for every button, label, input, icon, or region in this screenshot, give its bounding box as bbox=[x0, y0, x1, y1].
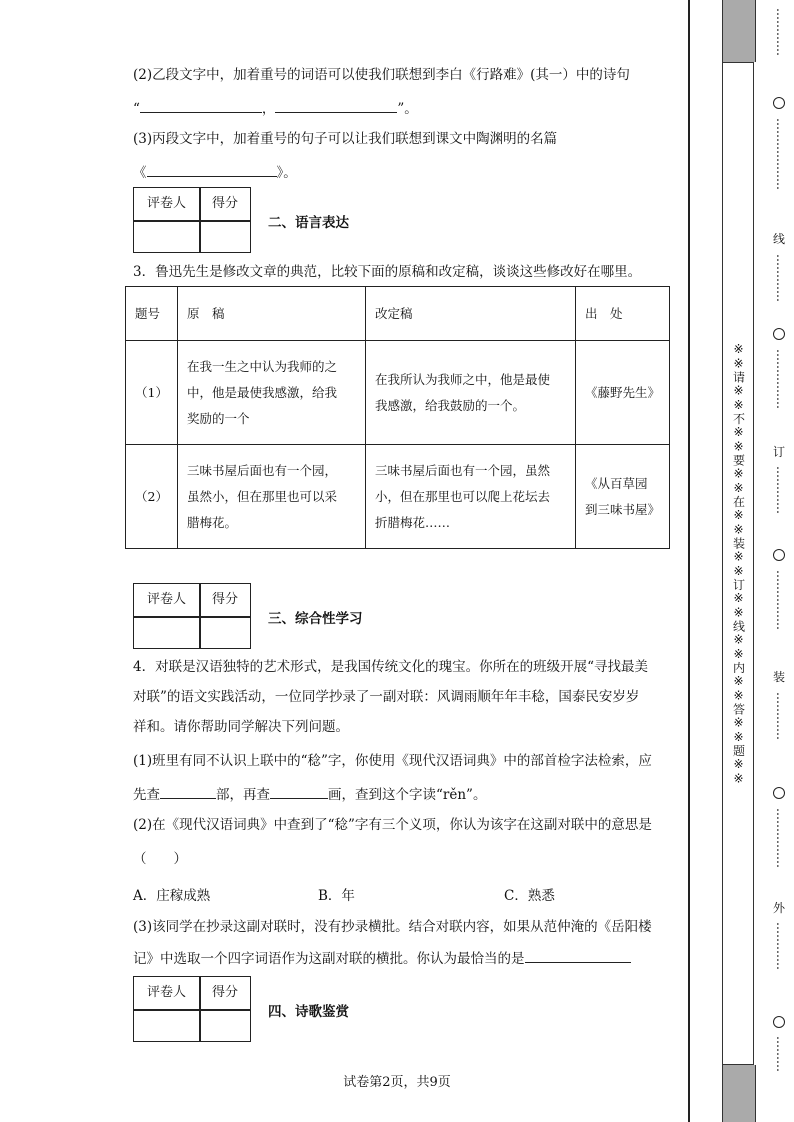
q4-p3-line2 bbox=[133, 947, 631, 969]
text-line: 折腊梅花…… bbox=[375, 514, 451, 530]
table-row bbox=[126, 445, 670, 549]
text-line: 中，他是最使我感激，给我 bbox=[187, 384, 338, 400]
binding-warning bbox=[724, 62, 754, 1065]
dots: ………… bbox=[774, 8, 788, 56]
q4-p2: (2)在《现代汉语词典》中查到了“稔”字有三个义项，你认为该字在这副对联中的意思是 bbox=[133, 817, 652, 833]
source bbox=[576, 445, 670, 549]
header-cell: 原 稿 bbox=[178, 287, 366, 341]
text-line: 到三味书屋》 bbox=[585, 501, 661, 517]
binding-char: 订 bbox=[773, 445, 786, 459]
text: 记》中选取一个四字词语作为这副对联的横批。你认为最恰当的是 bbox=[133, 951, 525, 967]
header-cell: 改定稿 bbox=[366, 287, 576, 341]
binding-gray-bottom bbox=[722, 1065, 756, 1122]
q2-line1: (2)乙段文字中，加着重号的词语可以使我们联想到李白《行路难》(其一）中的诗句 bbox=[133, 67, 630, 83]
score-label: 得分 bbox=[211, 592, 238, 607]
q4-p3: (3)该同学在抄录这副对联时，没有抄录横批。结合对联内容，如果从范仲淹的《岳阳楼 bbox=[133, 919, 652, 935]
binding-gray-top bbox=[722, 0, 756, 62]
original-text bbox=[178, 445, 366, 549]
answer-blank[interactable] bbox=[160, 783, 216, 799]
dots: …………… bbox=[774, 570, 788, 630]
option-b[interactable]: B．年 bbox=[318, 888, 355, 904]
text-line: 小，但在那里也可以爬上花坛去 bbox=[375, 488, 551, 504]
score-box bbox=[133, 583, 251, 649]
circle-icon bbox=[773, 787, 785, 799]
close-bracket: 》。 bbox=[276, 165, 297, 181]
score-label: 得分 bbox=[211, 196, 238, 211]
q3sub-line1: (3)丙段文字中，加着重号的句子可以让我们联想到课文中陶渊明的名篇 bbox=[133, 131, 558, 147]
q4-intro: 4．对联是汉语独特的艺术形式，是我国传统文化的瑰宝。你所在的班级开展“寻找最美 bbox=[133, 659, 648, 675]
circle-icon bbox=[773, 328, 785, 340]
text: 先查 bbox=[133, 787, 160, 803]
binding-char: 线 bbox=[773, 232, 786, 246]
warning-text: ※※请※※不※※要※※在※※装※※订※※线※※内※※答※※题※※ bbox=[731, 341, 746, 786]
binding-char: 装 bbox=[773, 670, 786, 684]
comma: ， bbox=[261, 101, 276, 117]
text-line: 奖励的一个 bbox=[187, 410, 250, 426]
table-header-row bbox=[126, 287, 670, 341]
option-c[interactable]: C．熟悉 bbox=[504, 888, 555, 904]
dots: ………… bbox=[774, 692, 788, 740]
text: 画，查到这个字读“rěn”。 bbox=[328, 787, 487, 803]
close-quote: ”。 bbox=[397, 101, 418, 117]
dots: ………… bbox=[774, 922, 788, 970]
answer-blank[interactable] bbox=[275, 97, 397, 113]
circle-icon bbox=[773, 1016, 785, 1028]
text-line: 我感激，给我鼓励的一个。 bbox=[375, 397, 526, 413]
header-cell: 出 处 bbox=[576, 287, 670, 341]
text-line: 三味书屋后面也有一个园，虽然 bbox=[375, 462, 551, 478]
dots: ………… bbox=[774, 254, 788, 302]
option-a[interactable]: A．庄稼成熟 bbox=[133, 888, 211, 904]
dots: …………… bbox=[774, 349, 788, 409]
answer-blank[interactable] bbox=[525, 947, 631, 963]
reviewer-label: 评卷人 bbox=[146, 985, 186, 1000]
answer-blank[interactable] bbox=[140, 97, 262, 113]
reviewer-label: 评卷人 bbox=[146, 196, 186, 211]
binding-border bbox=[688, 0, 690, 1122]
open-bracket: 《 bbox=[133, 165, 147, 181]
text: 部，再查 bbox=[216, 787, 270, 803]
reviewer-label: 评卷人 bbox=[146, 592, 186, 607]
original-text bbox=[178, 341, 366, 445]
q4-intro: 祥和。请你帮助同学解决下列问题。 bbox=[133, 719, 349, 735]
circle-icon bbox=[773, 97, 785, 109]
q3-text: 3．鲁迅先生是修改文章的典范，比较下面的原稿和改定稿，谈谈这些修改好在哪里。 bbox=[133, 264, 642, 280]
dots: ………… bbox=[774, 466, 788, 514]
open-quote: “ bbox=[133, 101, 140, 117]
section-title: 二、语言表达 bbox=[268, 215, 349, 231]
answer-blank[interactable] bbox=[270, 783, 328, 799]
q2-line2 bbox=[133, 97, 418, 119]
source: 《藤野先生》 bbox=[576, 341, 670, 445]
section-title: 四、诗歌鉴赏 bbox=[268, 1004, 349, 1020]
comparison-table bbox=[125, 286, 670, 549]
text-line: 三味书屋后面也有一个园， bbox=[187, 462, 338, 478]
q4-p1: (1)班里有同不认识上联中的“稔”字，你使用《现代汉语词典》中的部首检字法检索，应 bbox=[133, 753, 652, 769]
dots: …………… bbox=[774, 808, 788, 868]
text-line: 《从百草园 bbox=[585, 475, 648, 491]
score-box bbox=[133, 976, 251, 1042]
text-line: 虽然小，但在那里也可以采 bbox=[187, 488, 338, 504]
circle-icon bbox=[773, 549, 785, 561]
table-row bbox=[126, 341, 670, 445]
answer-blank[interactable] bbox=[147, 161, 277, 177]
dots: ……… bbox=[774, 1036, 788, 1072]
revised-text bbox=[366, 341, 576, 445]
text-line: 在我一生之中认为我师的之 bbox=[187, 358, 338, 374]
answer-paren[interactable]: （ ） bbox=[133, 851, 187, 867]
section-title: 三、综合性学习 bbox=[268, 611, 363, 627]
row-number: （1） bbox=[126, 341, 178, 445]
dots: ……………… bbox=[774, 118, 788, 190]
text-line: 腊梅花。 bbox=[187, 514, 238, 530]
q4-p1-line2 bbox=[133, 783, 486, 805]
q3sub-line2 bbox=[133, 161, 297, 183]
row-number: （2） bbox=[126, 445, 178, 549]
score-box bbox=[133, 187, 251, 253]
page-footer: 试卷第2页，共9页 bbox=[343, 1075, 451, 1090]
binding-dotted-line bbox=[770, 0, 790, 1122]
binding-char: 外 bbox=[773, 901, 786, 915]
header-cell: 题号 bbox=[126, 287, 178, 341]
q4-intro: 对联”的语文实践活动，一位同学抄录了一副对联：风调雨顺年年丰稔，国泰民安岁岁 bbox=[133, 689, 640, 705]
score-label: 得分 bbox=[211, 985, 238, 1000]
text-line: 在我所认为我师之中，他是最使 bbox=[375, 371, 551, 387]
revised-text bbox=[366, 445, 576, 549]
